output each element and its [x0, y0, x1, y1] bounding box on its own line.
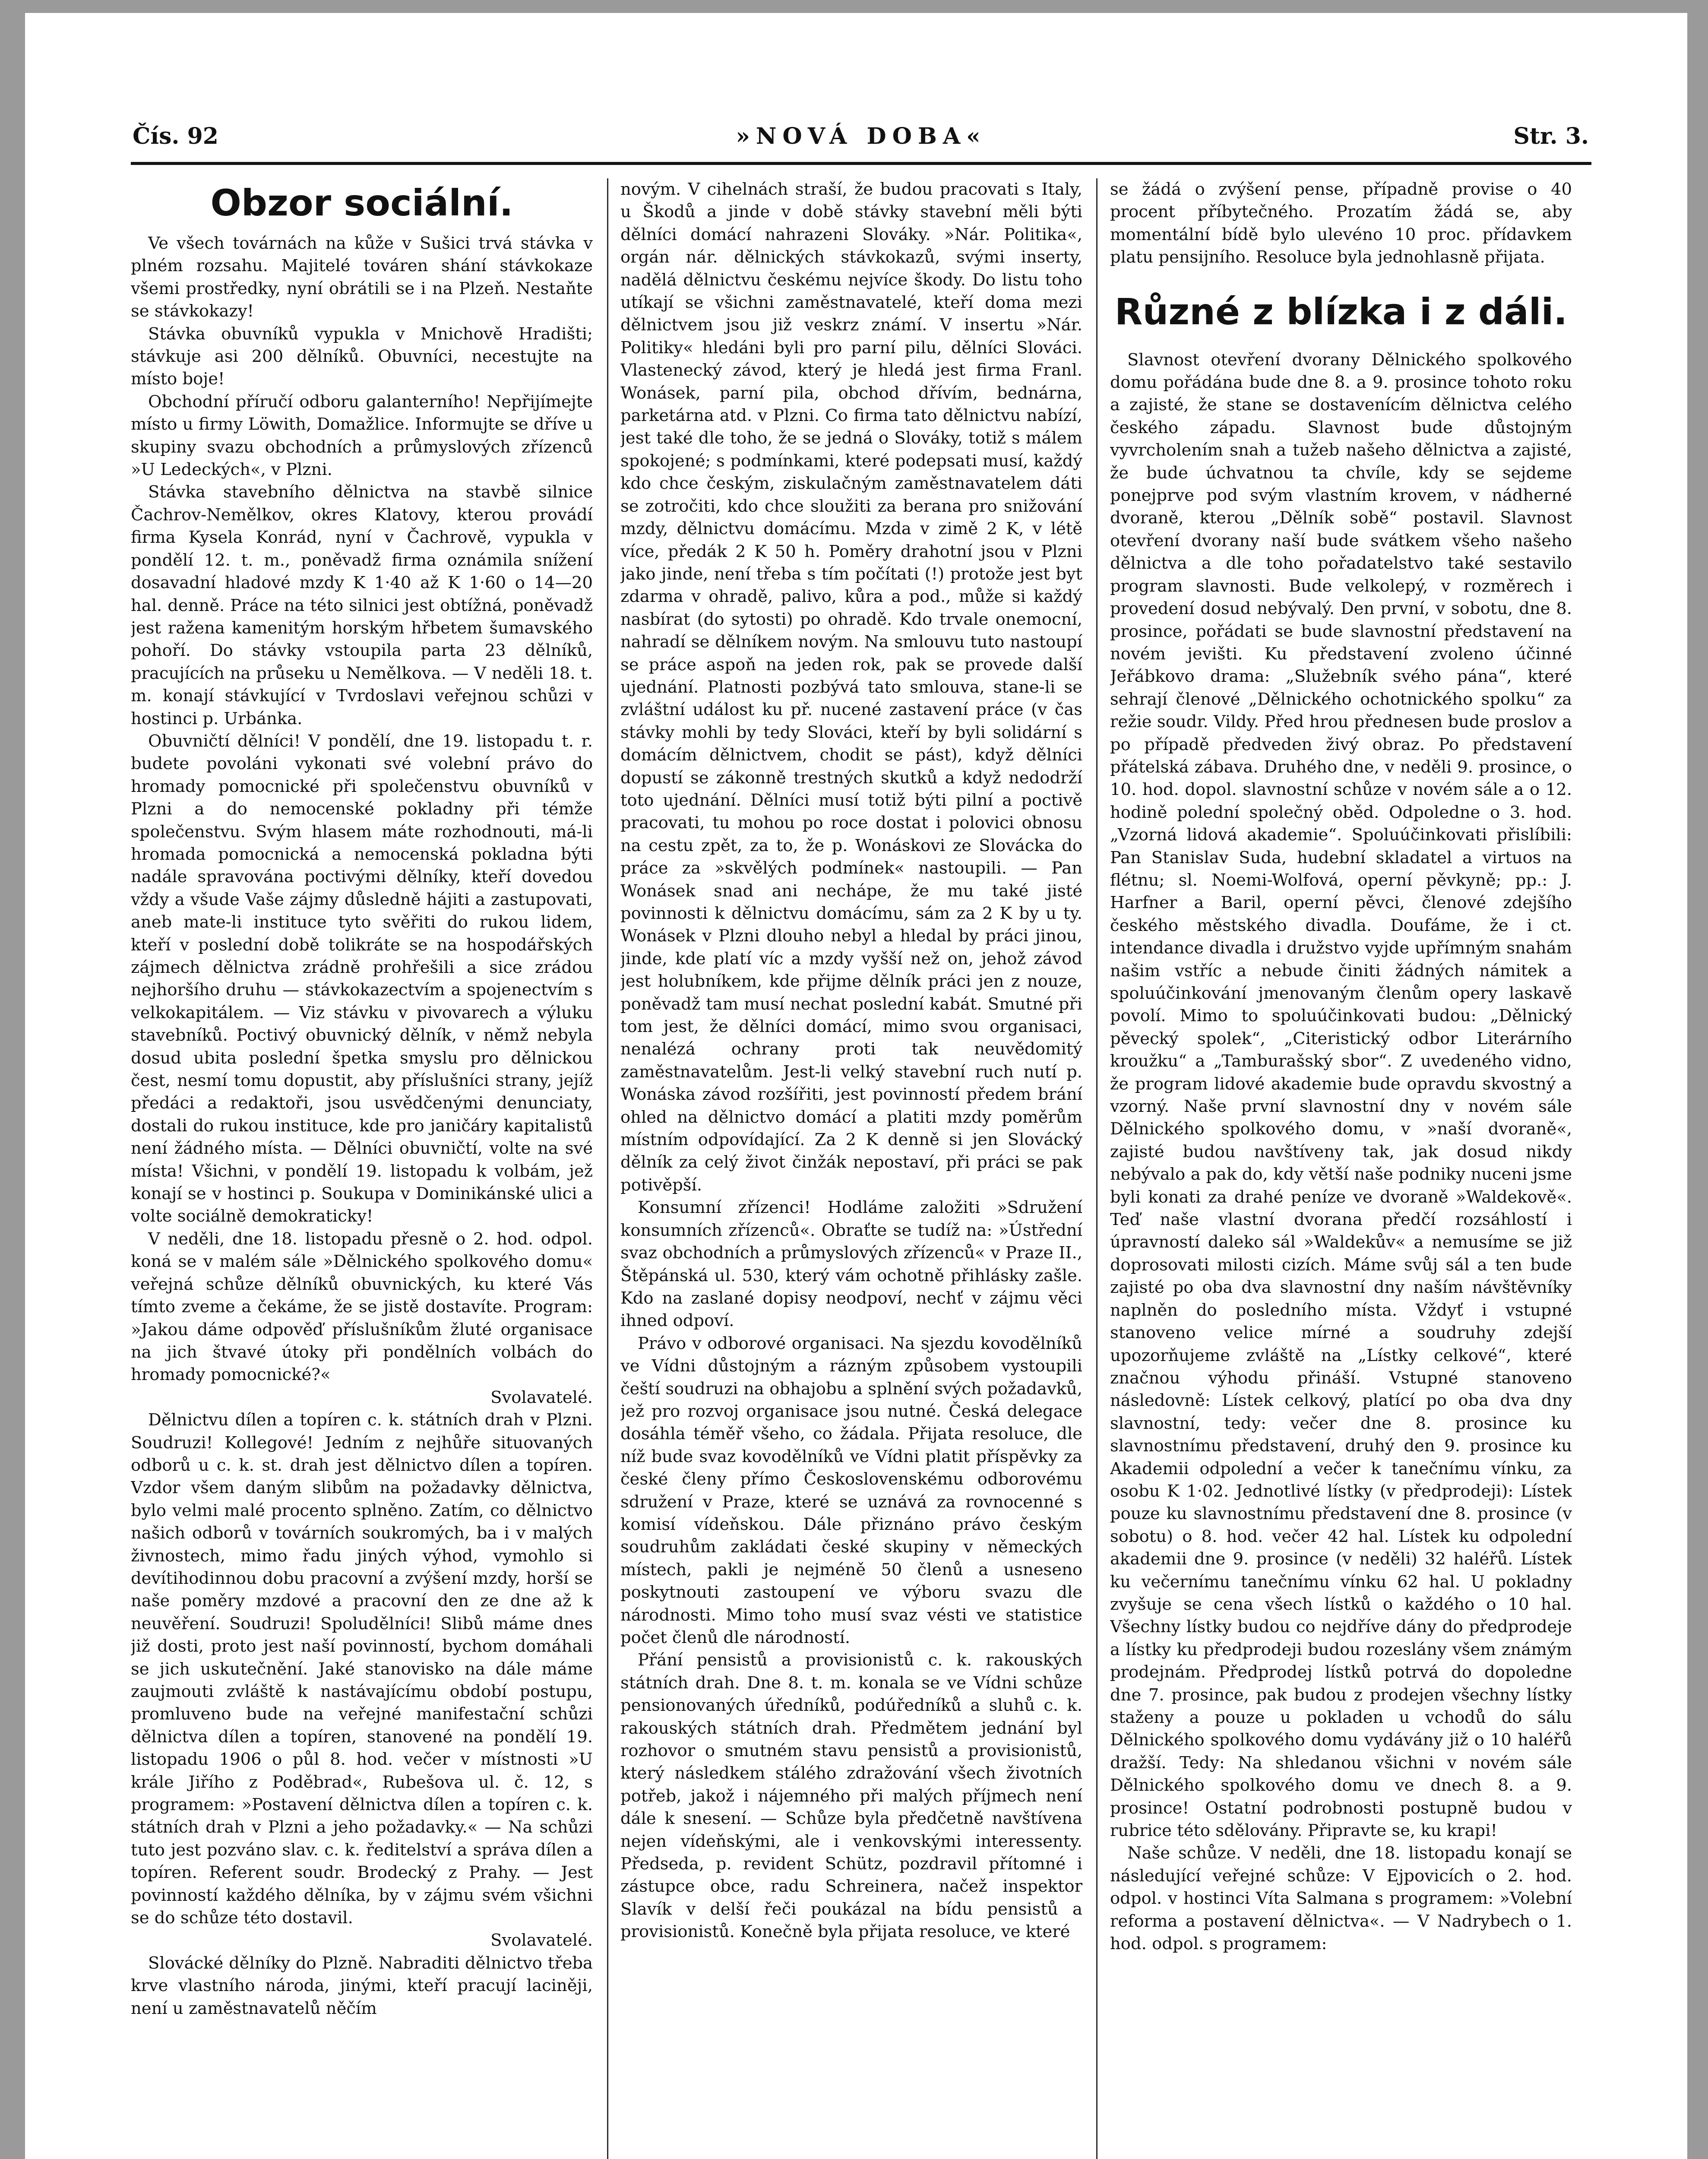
article-paragraph: se žádá o zvýšení pense, případně provise o 40 procent příbytečného. Prozatím žádá se, aby momentální bídě bylo ulevéno 10 proc. přídavkem platu pensijního. Resoluce byla jednohlasně přijata. [1110, 180, 1572, 267]
page-content [131, 123, 1591, 2159]
section-heading-social: Obzor sociální. [210, 182, 513, 224]
column-divider [607, 178, 608, 2159]
column-divider [1096, 178, 1098, 2159]
page-number: Str. 3. [1513, 123, 1589, 149]
article-paragraph: Obuvničtí dělníci! V pondělí, dne 19. listopadu t. r. budete povoláni vykonati své volební právo do hromady pomocnické při společenstvu obuvníků v Plzni a do nemocenské pokladny při témže společenstvu. Svým hlasem máte rozhodnouti, má-li hromada pomocnická a nemocenská pokladna býti nadále spravována poctivými dělníky, kteří dovedou vždy a všude Vaše zájmy důsledně hájiti a zastupovati, aneb mate-li instituce tyto svěřiti do rukou lidem, kteří v poslední době tolikráte se na hospodářských zájmech dělnictva zrádně prohřešili a sice zrádou nejhoršího druhu — stávkokazectvím a spojenectvím s velkokapitálem. — Viz stávku v pivovarech a výluku stavebníků. Poctivý obuvnický dělník, v němž nebyla dosud ubita poslední špetka smyslu pro dělnickou čest, nesmí tomu dopustit, aby příslušníci strany, jejíž předáci a redaktoři, jsou usvědčenými denunciaty, dostali do rukou instituce, kde pro janičáry kapitalistů není žádného místa. — Dělníci obuvničtí, volte na své místa! Všichni, v pondělí 19. listopadu k volbám, jež konají se v hostinci p. Soukupa v Dominikánské ulici a volte sociálně demokraticky! [131, 731, 593, 1226]
article-paragraph: Ve všech továrnách na kůže v Sušici trvá stávka v plném rozsahu. Majitelé továren shání stávkokaze všemi prostředky, nyní obrátili se i na Plzeň. Nestaňte se stávkokazy! [131, 234, 593, 321]
page-header [131, 123, 1591, 160]
article-paragraph: Stávka obuvníků vypukla v Mnichově Hradišti; stávkuje asi 200 dělníků. Obuvníci, necestujte na místo boje! [131, 324, 593, 389]
column-1 [131, 178, 593, 2159]
article-paragraph: Obchodní příručí odboru galanterního! Nepřijímejte místo u firmy Löwith, Domažlice. Informujte se dříve u skupiny svazu obchodních a průmyslových zřízenců »U Ledeckých«, v Plzni. [131, 392, 593, 480]
column-3 [1110, 178, 1572, 2159]
article-paragraph: Přání pensistů a provisionistů c. k. rakouských státních drah. Dne 8. t. m. konala se ve Vídni schůze pensionovaných úředníků, podúředníků a sluhů c. k. rakouských státních drah. Předmětem jednání byl rozhovor o smutném stavu pensistů a provisionistů, který následkem stálého zdražování všech životních potřeb, jakož i nájemného při malých příjmech není dále k snesení. — Schůze byla předčetně navštívena nejen vídeňskými, ale i venkovskými interessenty. Předseda, p. revident Schütz, pozdravil přítomné i zástupce obce, radu Schreinera, načež inspektor Slavík v delší řeči poukázal na bídu pensistů a provisionistů. Konečně byla přijata resoluce, ve které [620, 1650, 1082, 1942]
signature: Svolavatelé. [490, 1931, 593, 1950]
newspaper-page [25, 13, 1687, 2159]
article-paragraph: Naše schůze. V neděli, dne 18. listopadu konají se následující veřejné schůze: V Ejpovicích o 2. hod. odpol. v hostinci Víta Salmana s programem: »Volební reforma a postavení dělnictva«. — V Nadrybech o 1. hod. odpol. s programem: [1110, 1843, 1572, 1954]
section-heading-miscellaneous: Různé z blízka i z dáli. [1114, 290, 1568, 333]
newspaper-title: »NOVÁ DOBA« [736, 123, 987, 149]
article-paragraph: Slovácké dělníky do Plzně. Nabraditi dělnictvo třeba krve vlastního národa, jinými, kteří pracují laciněji, není u zaměstnavatelů něčím [131, 1953, 593, 2018]
article-paragraph: Právo v odborové organisaci. Na sjezdu kovodělníků ve Vídni důstojným a rázným způsobem vystoupili čeští soudruzi na obhajobu a splnění svých požadavků, jež pro rozvoj organisace jsou nutné. Česká delegace dosáhla téměř všeho, co žádala. Přijata resoluce, dle níž bude svaz kovodělníků ve Vídni platit příspěvky za české členy přímo Československému odborovému sdružení v Praze, které se uznává za rovnocenné s komisí vídeňskou. Dále přiznáno právo českým soudruhům zakládati české skupiny v německých místech, pakli je nejméně 50 členů a usneseno poskytnouti zastoupení ve výboru svazu dle národnosti. Mimo toho musí svaz vésti ve statistice počet členů dle národností. [620, 1333, 1082, 1647]
issue-number: Čís. 92 [133, 123, 218, 149]
article-paragraph: novým. V cihelnách straší, že budou pracovati s Italy, u Škodů a jinde v době stávky stavební měli býti dělníci domácí nahrazeni Slováky. »Nár. Politika«, orgán nár. dělnických stávkokazů, svými inserty, nadělá dělnictvu českému nejvíce škody. Do listu toho utíkají se všichni zaměstnavatelé, kteří doma mezi dělnictvem jsou již veskrz známí. V insertu »Nár. Politiky« hledáni byli pro parní pilu, dělníci Slováci. Vlastenecký závod, který je hledá jest firma Franl. Wonásek, parní pila, obchod dřívím, bednárna, parketárna atd. v Plzni. Co firma tato dělnictvu nabízí, jest také dle toho, že se jedná o Slováky, totiž s málem spokojené; s podmínkami, které podepsati musí, každý kdo chce českým, ziskulačným zaměstnavatelem dáti se zotročiti, kdo chce sloužiti za berana pro snižování mzdy, dělnictvu domácímu. Mzda v zimě 2 K, v létě více, předák 2 K 50 h. Poměry drahotní jsou v Plzni jako jinde, není třeba s tím počítati (!) protože jest byt zdarma v ohradě, palivo, kůra a pod., může si každý nasbírat (do sytosti) po ohradě. Kdo trvale onemocní, nahradí se dělníkem novým. Na smlouvu tuto nastoupí se práce aspoň na jeden rok, pak se provede další ujednání. Platnosti pozbývá tato smlouva, stane-li se zvláštní událost ku př. nucené zastavení práce (v čas stávky mohli by tedy Slováci, kteří by byli solidární s domácím dělnictvem, chodit se pást), když dělníci dopustí se zákonně trestných skutků a když nedodrží toto ujednání. Dělníci musí totiž býti pilní a poctivě pracovati, tu mohou po roce dostat i polovici obnosu na cestu zpět, za to, že p. Wonáskovi ze Slovácka do práce za »skvělých podmínek« nastoupili. — Pan Wonásek snad ani nechápe, že mu také jisté povinnosti k dělnictvu domácímu, sám za 2 K by u ty. Wonásek v Plzni dlouho nebyl a hledal by práci jinou, jinde, kde platí víc a mzdy vyšší než on, jehož závod jest holubníkem, kde přijme dělník práci jen z nouze, poněvadž tam musí nechat poslední kabát. Smutné při tom jest, že dělníci domácí, mimo svou organisaci, nenalézá ochrany proti tak neuvědomitý zaměstnavatelům. Jest-li velký stavební ruch nutí p. Wonáska závod rozšířiti, jest povinností předem brání ohled na dělnictvo domácí a platiti mzdy poměrům místním odpovídající. Za 2 K denně si jen Slovácký dělník za celý život činžák nepostaví, při práci se pak potivěpší. [620, 180, 1082, 1195]
column-2 [620, 178, 1082, 2159]
article-paragraph: V neděli, dne 18. listopadu přesně o 2. hod. odpol. koná se v malém sále »Dělnického spolkového domu« veřejná schůze dělníků obuvnických, ku které Vás tímto zveme a čekáme, že se jistě dostavíte. Program: »Jakou dáme odpověď příslušníkům žluté organisace na jich štvavé útoky při pondělních volbách do hromady pomocnické?« [131, 1229, 593, 1385]
article-paragraph: Stávka stavebního dělnictva na stavbě silnice Čachrov-Nemělkov, okres Klatovy, kterou provádí firma Kysela Konrád, nyní v Čachrově, vypukla v pondělí 12. t. m., poněvadž firma oznámila snížení dosavadní hladové mzdy K 1·40 až K 1·60 o 14—20 hal. denně. Práce na této silnici jest obtížná, poněvadž jest ražena kamenitým horským hřbetem šumavského pohoří. Do stávky vstoupila parta 23 dělníků, pracujících na průseku u Nemělkova. — V neděli 18. t. m. konají stávkující v Tvrdoslavi veřejnou schůzi v hostinci p. Urbánka. [131, 482, 593, 728]
article-paragraph: Dělnictvu dílen a topíren c. k. státních drah v Plzni. Soudruzi! Kollegové! Jedním z nejhůře situovaných odborů u c. k. st. drah jest dělnictvo dílen a topíren. Vzdor všem daným slibům na požadavky dělnictva, bylo velmi malé procento splněno. Zatím, co dělnictvo našich odborů v továrních soukromých, ba i v malých živnostech, mimo řadu jiných výhod, vymohlo si devítihodinnou dobu pracovní a zvýšení mzdy, horší se naše poměry mzdové a pracovní den ze dne až k neuvěření. Soudruzi! Spoludělníci! Slibů máme dnes již dosti, proto jest naší povinností, bychom domáhali se jich uskutečnění. Jaké stanovisko na dále máme zaujmouti zvláště k nastávajícímu období postupu, promluveno bude na veřejné manifestační schůzi dělnictva dílen a topíren, stanovené na pondělí 19. listopadu 1906 o půl 8. hod. večer v místnosti »U krále Jiřího z Poděbrad«, Rubešova ul. č. 12, s programem: »Postavení dělnictva dílen a topíren c. k. státních drah v Plzni a jeho požadavky.« — Na schůzi tuto jest pozváno slav. c. k. ředitelství a správa dílen a topíren. Referent soudr. Brodecký z Prahy. — Jest povinností každého dělníka, by v zájmu svém všichni se do schůze této dostavil. [131, 1410, 593, 1928]
article-paragraph: Konsumní zřízenci! Hodláme založiti »Sdružení konsumních zřízenců«. Obraťte se tudíž na: »Ústřední svaz obchodních a průmyslových zřízenců« v Praze II., Štěpánská ul. 530, který vám ochotně přihlásky zašle. Kdo na zaslané dopisy neodpoví, nechť v zájmu věci ihned odpoví. [620, 1198, 1082, 1331]
header-rule [131, 162, 1591, 165]
signature: Svolavatelé. [490, 1387, 593, 1407]
article-paragraph: Slavnost otevření dvorany Dělnického spolkového domu pořádána bude dne 8. a 9. prosince tohoto roku a zajisté, že stane se dostavenícím dělnictva celého českého západu. Slavnost bude důstojným vyvrcholením snah a tužeb našeho dělnictva a zajisté, že bude úchvatnou ta chvíle, kdy se sejdeme ponejprve pod svým vlastním krovem, v nádherné dvoraně, kterou „Dělník sobě“ postavil. Slavnost otevření dvorany naší bude svátkem všeho našeho dělnictva a dle toho pořadatelstvo také sestavilo program slavnosti. Bude velkolepý, v rozměrech i provedení dosud nebývalý. Den první, v sobotu, dne 8. prosince, pořádati se bude slavnostní představení na novém jevišti. Ku představení zvoleno účinné Jeřábkovo drama: „Služebník svého pána“, které sehrají členové „Dělnického ochotnického spolku“ za režie soudr. Vildy. Před hrou přednesen bude proslov a po případě předveden živý obraz. Po představení přátelská zábava. Druhého dne, v neděli 9. prosince, o 10. hod. dopol. slavnostní schůze v novém sále a o 12. hodině polední společný oběd. Odpoledne o 3. hod. „Vzorná lidová akademie“. Spoluúčinkovati přislíbili: Pan Stanislav Suda, hudební skladatel a virtuos na flétnu; sl. Noemi-Wolfová, operní pěvkyně; pp.: J. Harfner a Baril, operní pěvci, členové zdejšího českého městského divadla. Doufáme, že i ct. intendance divadla i družstvo vyjde upřímným snahám našim vstříc a nebude činiti žádných námitek a spoluúčinkování jmenovaným členům opery laskavě povolí. Mimo to spoluúčinkovati budou: „Dělnický pěvecký spolek“, „Citeristický odbor Literárního kroužku“ a „Tamburašský sbor“. Z uvedeného vidno, že program lidové akademie bude opravdu skvostný a vzorný. Naše první slavnostní dny v novém sále Dělnického spolkového domu, v »naší dvoraně«, zajisté budou navštíveny tak, jak dosud nikdy nebývalo a pak do, kdy větší naše podniky nuceni jsme byli konati za drahé peníze ve dvoraně »Waldekově«. Teď naše vlastní dvorana předčí rozsáhlostí i úpravností daleko sál »Waldekův« a nemusíme se již doprosovati milosti cizích. Máme svůj sál a ten bude zajisté po oba dva slavnostní dny naším návštěvníky naplněn do posledního místa. Vždyť i vstupné stanoveno velice mírné a soudruhy zdejší upozorňujeme zvláště na „Lístky celkové“, které značnou výhodu přináší. Vstupné stanoveno následovně: Lístek celkový, platící po oba dva dny slavnostní, tedy: večer dne 8. prosince ku slavnostnímu představení, druhý den 9. prosince ku Akademii odpolední a večer k tanečnímu vínku, za osobu K 1·02. Jednotlivé lístky (v předprodeji): Lístek pouze ku slavnostnímu představení dne 8. prosince (v sobotu) o 8. hod. večer 42 hal. Lístek ku odpolední akademii dne 9. prosince (v neděli) 32 haléřů. Lístek ku večernímu tanečnímu vínku 62 hal. U pokladny zvyšuje se cena všech lístků o každého o 10 hal. Všechny lístky budou co nejdříve dány do předprodeje a lístky ku předprodeji budou rozeslány všem známým prodejnám. Předprodej lístků potrvá do dopoledne dne 7. prosince, pak budou z prodejen všechny lístky staženy a pouze u pokladen u vchodů do sálu Dělnického spolkového domu vydávány již o 10 haléřů dražší. Tedy: Na shledanou všichni v novém sále Dělnického spolkového domu ve dnech 8. a 9. prosince! Ostatní podrobnosti postupně budou v rubrice této sdělovány. Připravte se, ku krapi! [1110, 350, 1572, 1841]
